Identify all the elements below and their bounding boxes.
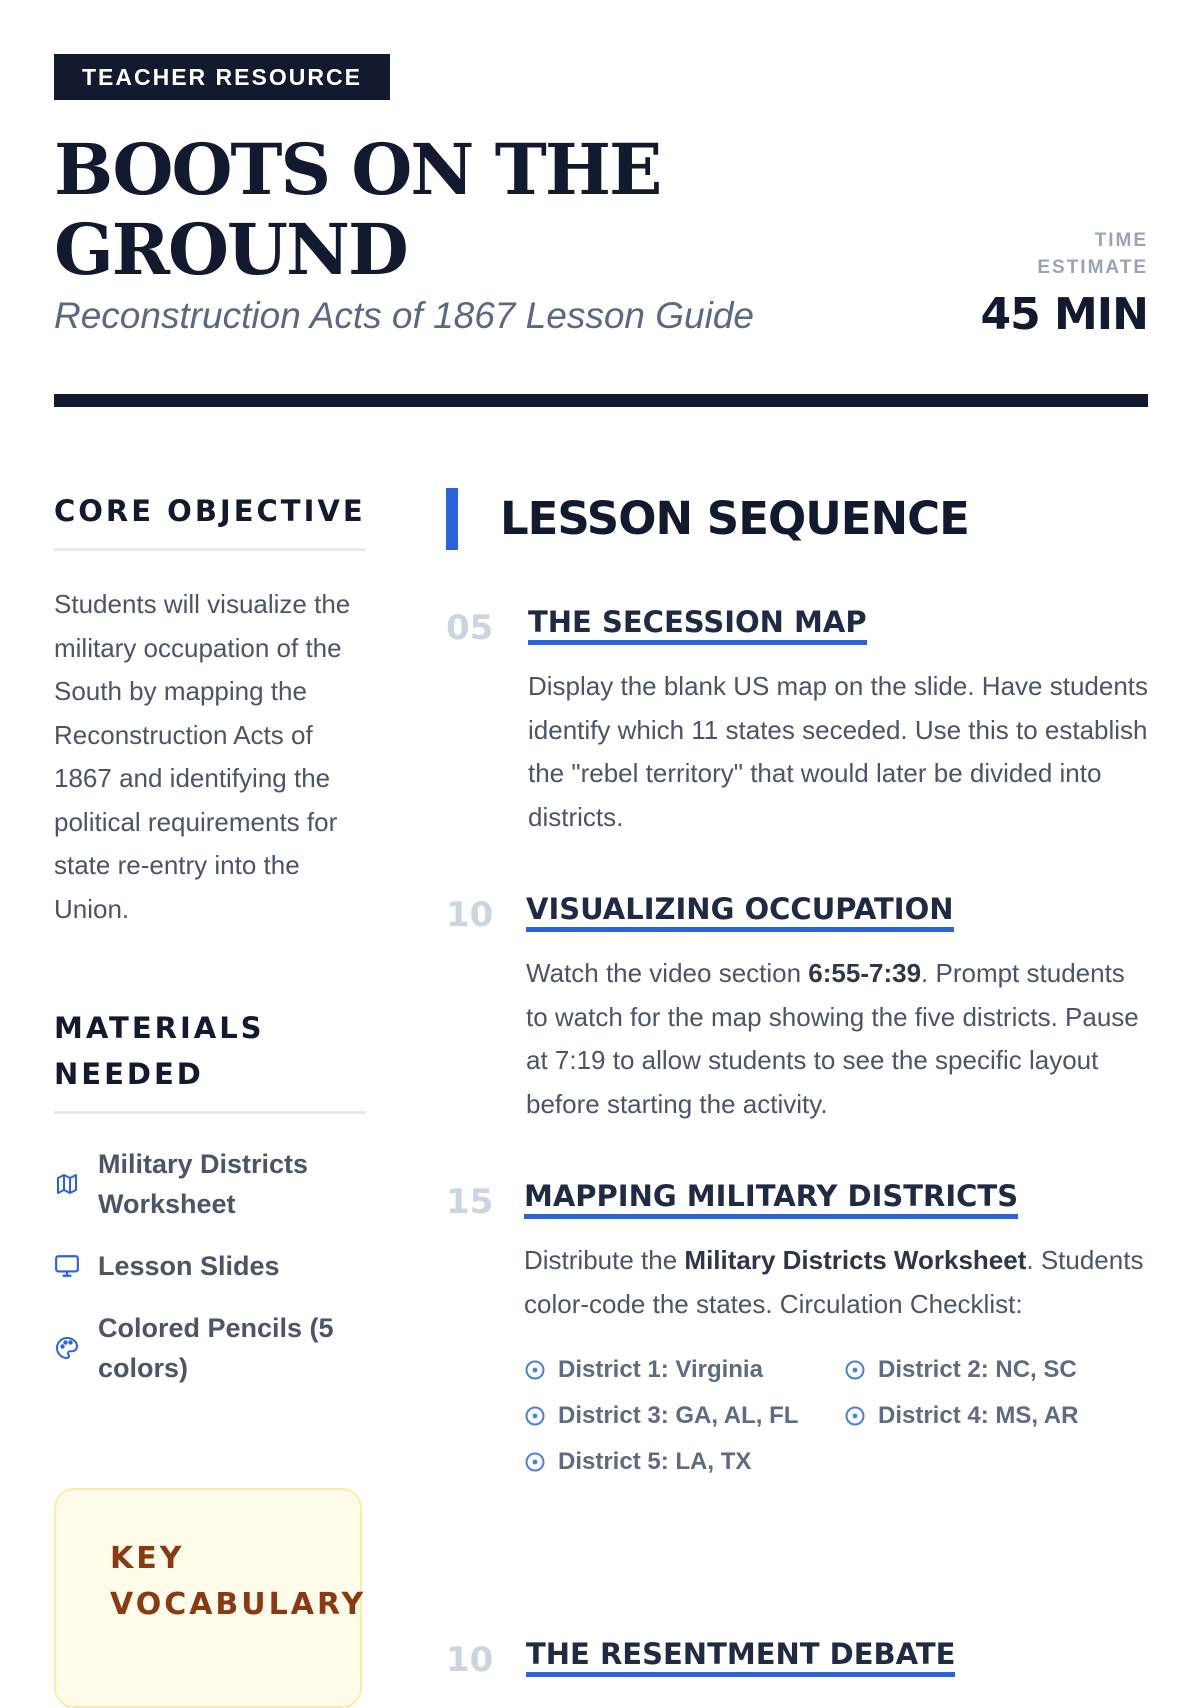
step-body xyxy=(528,604,1148,839)
step-description xyxy=(526,952,1146,1126)
step-description-text: Distribute the xyxy=(524,1245,685,1275)
target-icon xyxy=(524,1451,546,1473)
lesson-guide-page xyxy=(54,54,1149,1680)
step-body xyxy=(526,891,1146,1126)
material-label: Lesson Slides xyxy=(98,1251,280,1281)
step-description-text: . Students color-code the states. Circulation Checklist: xyxy=(524,1245,1144,1319)
step-description: Display the blank US map on the slide. Have students identify which 11 states seceded. Use this to establish the "rebel territory" that would later be divided into districts. xyxy=(528,671,1149,832)
checklist-item xyxy=(524,1352,844,1388)
material-item xyxy=(54,1246,366,1286)
materials-section xyxy=(54,1005,366,1388)
key-vocabulary-heading: KEY VOCABULARY xyxy=(110,1541,367,1622)
step-body xyxy=(526,1636,1146,1677)
material-label: Colored Pencils (5 colors) xyxy=(98,1313,334,1383)
target-icon xyxy=(844,1405,866,1427)
step-title: VISUALIZING OCCUPATION xyxy=(526,891,954,932)
monitor-icon xyxy=(54,1253,80,1279)
checklist-label: District 2: NC, SC xyxy=(878,1356,1077,1383)
lesson-sequence xyxy=(446,488,1149,1680)
lesson-sequence-heading: LESSON SEQUENCE xyxy=(500,492,969,545)
core-objective-text: Students will visualize the military occupation of the South by mapping the Reconstruction Acts of 1867 and identifying the political requirements for state re-entry into the Union. xyxy=(54,589,351,924)
target-icon xyxy=(524,1405,546,1427)
step-description-text: Watch the video section xyxy=(526,958,809,988)
step-minutes: 15 xyxy=(446,1182,494,1222)
checklist-label: District 5: LA, TX xyxy=(558,1448,752,1475)
checklist-label: District 1: Virginia xyxy=(558,1356,763,1383)
step-body xyxy=(524,1178,1144,1480)
teacher-resource-badge: TEACHER RESOURCE xyxy=(54,54,390,100)
step-minutes: 10 xyxy=(446,895,494,935)
step-minutes: 05 xyxy=(446,608,494,648)
target-icon xyxy=(844,1359,866,1381)
video-timestamp: 6:55-7:39 xyxy=(808,958,922,988)
target-icon xyxy=(524,1359,546,1381)
map-icon xyxy=(54,1171,80,1197)
time-estimate-label: TIME ESTIMATE xyxy=(1037,230,1148,278)
time-estimate xyxy=(980,227,1148,341)
step-title: THE RESENTMENT DEBATE xyxy=(526,1636,955,1677)
checklist-item xyxy=(844,1352,1144,1388)
palette-icon xyxy=(54,1335,80,1361)
step-description-text: . Prompt students to watch for the map showing the five districts. Pause at 7:19 to allow students to see the specific layout before starting the activity. xyxy=(526,958,1139,1119)
step-title: THE SECESSION MAP xyxy=(528,604,867,645)
core-objective-heading: CORE OBJECTIVE xyxy=(54,488,366,551)
checklist-item xyxy=(524,1444,844,1480)
checklist-label: District 4: MS, AR xyxy=(878,1402,1079,1429)
step-title: MAPPING MILITARY DISTRICTS xyxy=(524,1178,1018,1219)
worksheet-name: Military Districts Worksheet xyxy=(684,1245,1027,1275)
header-divider xyxy=(54,394,1148,407)
sidebar xyxy=(54,488,367,1622)
material-item xyxy=(54,1308,366,1388)
accent-bar xyxy=(446,488,458,550)
key-vocabulary-card xyxy=(54,1488,367,1708)
materials-heading: MATERIALS NEEDED xyxy=(54,1005,366,1114)
step-minutes: 10 xyxy=(446,1640,494,1680)
time-estimate-value: 45 MIN xyxy=(980,289,1148,340)
step-description xyxy=(524,1239,1144,1326)
materials-list xyxy=(54,1144,366,1388)
material-label: Military Districts Worksheet xyxy=(98,1149,309,1219)
material-item xyxy=(54,1144,366,1224)
checklist-item xyxy=(844,1398,1144,1434)
page-subtitle: Reconstruction Acts of 1867 Lesson Guide xyxy=(54,295,754,336)
page-title: BOOTS ON THE GROUND xyxy=(54,128,661,291)
checklist-label: District 3: GA, AL, FL xyxy=(558,1402,799,1429)
circulation-checklist xyxy=(524,1352,1144,1480)
lesson-sequence-header xyxy=(446,488,1148,550)
checklist-item xyxy=(524,1398,844,1434)
